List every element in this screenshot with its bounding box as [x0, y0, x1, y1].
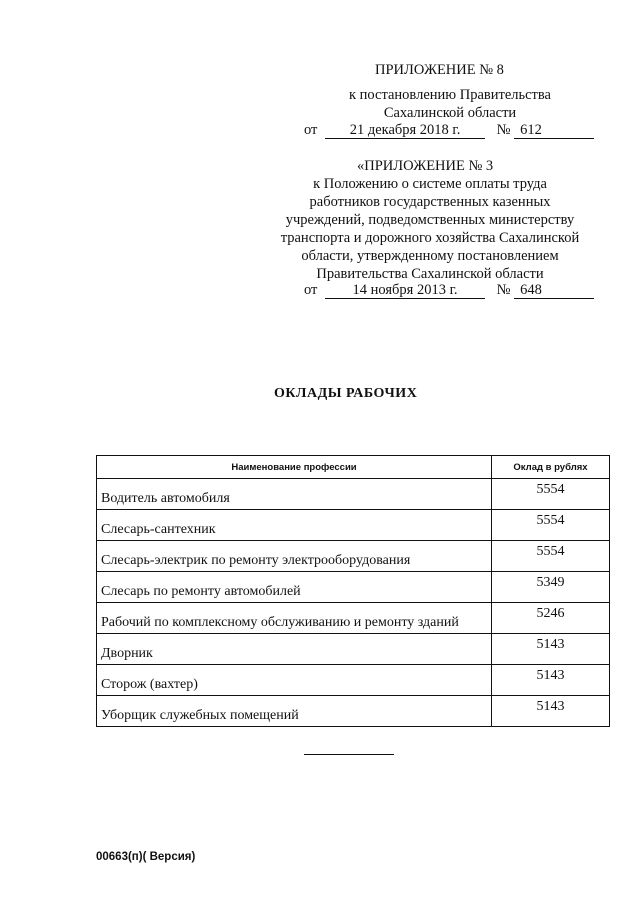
column-header-salary: Оклад в рублях	[492, 456, 610, 479]
end-divider	[304, 754, 394, 755]
salary-cell: 5143	[492, 665, 610, 696]
salary-cell: 5554	[492, 479, 610, 510]
from-label: от	[304, 122, 318, 138]
inner-appendix-body	[250, 175, 610, 283]
salary-table	[96, 455, 610, 727]
appendix-title: ПРИЛОЖЕНИЕ № 8	[375, 62, 504, 78]
number-label: №	[496, 122, 511, 138]
table-row	[97, 634, 610, 665]
inner-appendix-title: «ПРИЛОЖЕНИЕ № 3	[357, 158, 494, 174]
profession-cell: Рабочий по комплексному обслуживанию и ремонту зданий	[97, 603, 492, 634]
table-header-row	[97, 456, 610, 479]
table-row	[97, 696, 610, 727]
profession-cell: Слесарь по ремонту автомобилей	[97, 572, 492, 603]
appendix-date-row	[304, 121, 594, 139]
table-row	[97, 479, 610, 510]
profession-cell: Слесарь-сантехник	[97, 510, 492, 541]
decree-number: 612	[514, 123, 594, 139]
decree-date: 21 декабря 2018 г.	[325, 123, 485, 139]
table-row	[97, 603, 610, 634]
number-label: №	[496, 282, 511, 298]
inner-appendix-line: Правительства Сахалинской области	[316, 266, 544, 282]
salary-cell: 5143	[492, 696, 610, 727]
table-row	[97, 665, 610, 696]
inner-appendix-date-row	[304, 281, 594, 299]
inner-appendix-line: области, утвержденному постановлением	[301, 248, 559, 264]
profession-cell: Слесарь-электрик по ремонту электрооборудования	[97, 541, 492, 572]
profession-cell: Дворник	[97, 634, 492, 665]
regulation-number: 648	[514, 283, 594, 299]
column-header-profession: Наименование профессии	[97, 456, 492, 479]
table-row	[97, 541, 610, 572]
inner-appendix-line: учреждений, подведомственных министерству	[285, 212, 575, 228]
table-row	[97, 510, 610, 541]
inner-appendix-line: к Положению о системе оплаты труда	[313, 176, 547, 192]
salary-cell: 5554	[492, 541, 610, 572]
profession-cell: Водитель автомобиля	[97, 479, 492, 510]
from-label: от	[304, 282, 318, 298]
profession-cell: Сторож (вахтер)	[97, 665, 492, 696]
salary-cell: 5143	[492, 634, 610, 665]
regulation-date: 14 ноября 2013 г.	[325, 283, 485, 299]
appendix-line-2: Сахалинской области	[383, 105, 517, 121]
profession-cell: Уборщик служебных помещений	[97, 696, 492, 727]
salary-cell: 5349	[492, 572, 610, 603]
appendix-line-1: к постановлению Правительства	[349, 87, 551, 103]
inner-appendix-line: транспорта и дорожного хозяйства Сахалинской	[280, 230, 580, 246]
table-row	[97, 572, 610, 603]
inner-appendix-line: работников государственных казенных	[309, 194, 551, 210]
salary-cell: 5246	[492, 603, 610, 634]
document-code: 00663(п)( Версия)	[96, 851, 196, 863]
page-heading: ОКЛАДЫ РАБОЧИХ	[274, 386, 418, 401]
salary-cell: 5554	[492, 510, 610, 541]
